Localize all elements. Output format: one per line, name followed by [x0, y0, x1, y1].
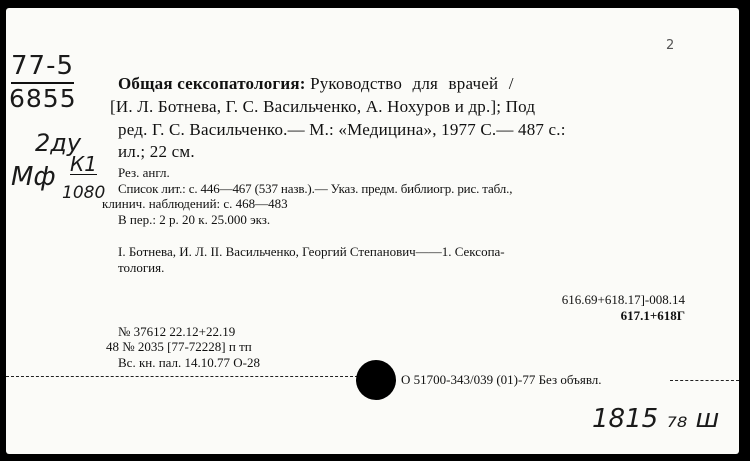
entry-line-3: ред. Г. С. Васильченко.— М.: «Медицина», 1977 С.— 487 с.: [118, 120, 566, 139]
entry-title-rest: Руководство для врачей / [310, 74, 514, 93]
dashed-rule-left [6, 376, 358, 377]
note-price: В пер.: 2 р. 20 к. 25.000 экз. [118, 212, 271, 227]
entry-line-2: [И. Л. Ботнева, Г. С. Васильченко, А. Нохуров и др.]; Под [110, 97, 536, 116]
handwritten-mark-mf: Мф [11, 162, 56, 192]
handwritten-call-number-top: 77-5 [11, 52, 74, 84]
tracing-line-2: тология. [118, 260, 165, 275]
handwritten-signature: 1815 ₇₈ ш [592, 404, 720, 434]
udc-code-1: 616.69+618.17]-008.14 [561, 292, 685, 307]
entry-title: Общая сексопатология: [118, 74, 306, 93]
card-punch-hole [356, 360, 396, 400]
catalog-card [6, 8, 739, 454]
card-number-3: Вс. кн. пал. 14.10.77 О-28 [118, 355, 261, 370]
handwritten-mark-1080: 1080 [62, 183, 106, 203]
handwritten-corner-mark: 2 [666, 38, 675, 53]
card-number-2: 48 № 2035 [77-72228] п тп [106, 339, 252, 354]
udc-code-2: 617.1+618Г [620, 308, 685, 323]
entry-line-1 [118, 74, 514, 94]
note-summary: Рез. англ. [118, 165, 170, 180]
note-bibliography: Список лит.: с. 446—467 (537 назв.).— Указ. предм. библиогр. рис. табл., [118, 181, 513, 196]
handwritten-mark-k1: К1 [70, 152, 97, 176]
publisher-code: О 51700-343/039 (01)-77 Без объявл. [401, 372, 602, 387]
handwritten-mark-du: 2ду [35, 129, 82, 157]
handwritten-call-number-bottom: 6855 [9, 84, 77, 113]
entry-line-4: ил.; 22 см. [118, 142, 195, 161]
dashed-rule-right [670, 380, 739, 381]
tracing-line-1: I. Ботнева, И. Л. II. Васильченко, Георгий Степанович——1. Сексопа- [118, 244, 505, 259]
card-number-1: № 37612 22.12+22.19 [118, 324, 236, 339]
note-observations: клинич. наблюдений: с. 468—483 [102, 196, 288, 211]
